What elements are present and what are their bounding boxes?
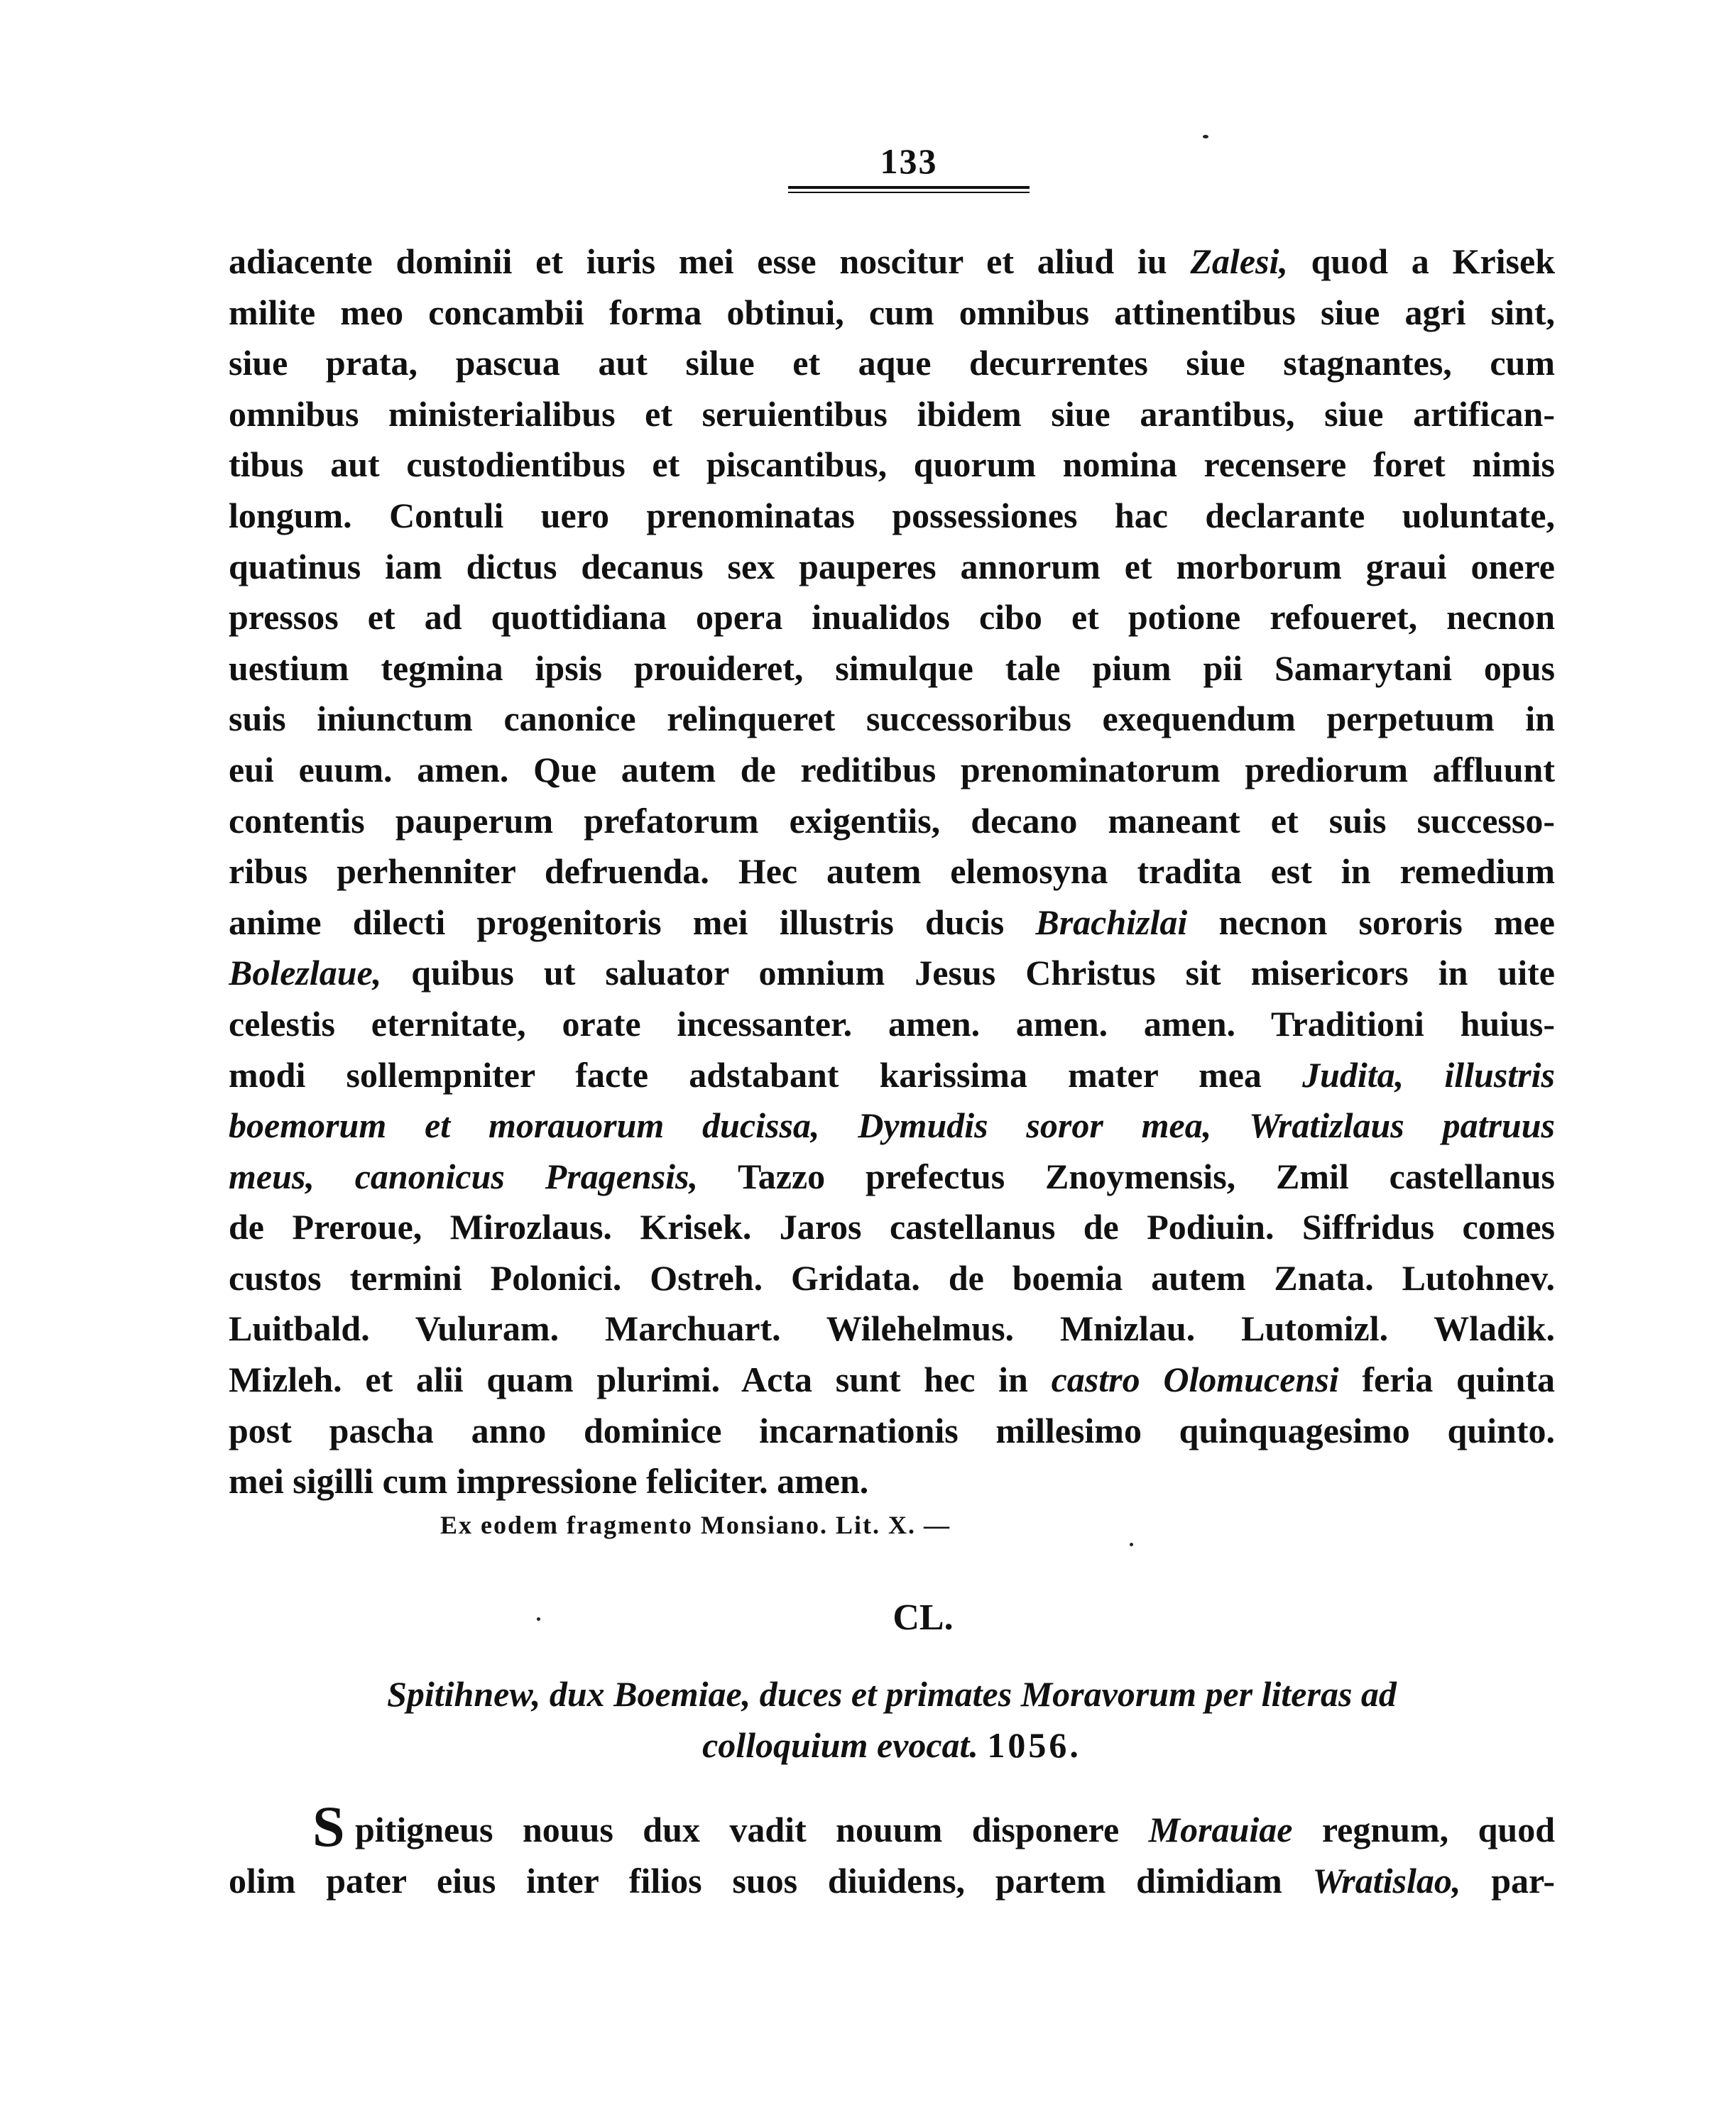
document-text-line-1: [229, 1805, 1555, 1856]
text-line: [229, 1050, 1555, 1101]
text-line-segment: tibus aut custodientibus et piscantibus, quorum nomina recensere foret nimis: [229, 444, 1555, 485]
text-line-segment: de Preroue, Mirozlaus. Krisek. Jaros castellanus de Podiuin. Siffridus comes: [229, 1207, 1555, 1247]
text-line-italic-segment: Zalesi,: [1190, 241, 1288, 281]
text-line: [229, 592, 1555, 643]
document-text-line-1-text: [314, 1810, 1555, 1849]
text-line: [229, 897, 1555, 949]
text-line: [229, 542, 1555, 593]
document-text-segment: regnum, quod: [1292, 1810, 1555, 1849]
text-line-segment: Mizleh. et alii quam plurimi. Acta sunt hec in: [229, 1360, 1052, 1400]
text-line-segment: necnon sororis mee: [1187, 902, 1555, 942]
text-line-segment: modi sollempniter facte adstabant karissima mater mea: [229, 1054, 1303, 1095]
text-line-segment: suis iniunctum canonice relinqueret successoribus exequendum perpetuum in: [229, 699, 1555, 739]
text-line-segment: omnibus ministerialibus et seruientibus ibidem siue arantibus, siue artifican-: [229, 393, 1555, 434]
document-title-line-2: [229, 1720, 1555, 1771]
text-line-segment: eui euum. amen. Que autem de reditibus prenominatorum prediorum affluunt: [229, 749, 1555, 789]
text-line-segment: post pascha anno dominice incarnationis millesimo quinquagesimo quinto.: [229, 1410, 1555, 1450]
document-title: [229, 1668, 1555, 1771]
text-line: [229, 846, 1555, 897]
text-line: [229, 338, 1555, 389]
text-line-segment: Luitbald. Vuluram. Marchuart. Wilehelmus. Mnizlau. Lutomizl. Wladik.: [229, 1308, 1555, 1349]
text-line-segment: pressos et ad quottidiana opera inualidos cibo et potione refoueret, necnon: [229, 597, 1555, 638]
text-line: [229, 694, 1555, 745]
document-text-italic-segment: Wratislao,: [1312, 1860, 1461, 1901]
text-line: [229, 948, 1555, 999]
text-line-italic-segment: Bolezlaue,: [229, 953, 382, 993]
text-line-italic-segment: castro Olomucensi: [1051, 1360, 1339, 1400]
document-year: 1056.: [987, 1725, 1081, 1765]
print-speck: [1203, 135, 1208, 138]
text-line: [229, 796, 1555, 847]
document-text-italic-segment: Morauiae: [1148, 1810, 1293, 1849]
text-line: [229, 1253, 1555, 1304]
drop-cap: S: [312, 1805, 345, 1856]
text-line: [229, 1202, 1555, 1253]
text-line-segment: quatinus iam dictus decanus sex pauperes annorum et morborum graui onere: [229, 546, 1555, 586]
header-rule: [788, 186, 1030, 193]
text-line-italic-segment: Judita, illustris: [1302, 1054, 1555, 1095]
text-line-segment: ribus perhenniter defruenda. Hec autem elemosyna tradita est in remedium: [229, 851, 1555, 892]
text-line-italic-segment: boemorum et morauorum ducissa, Dymudis soror mea, Wratizlaus patruus: [229, 1105, 1555, 1146]
text-line-segment: quod a Krisek: [1287, 241, 1555, 281]
text-line-segment: contentis pauperum prefatorum exigentiis, decano maneant et suis successo-: [229, 800, 1555, 841]
print-speck: [537, 1617, 540, 1621]
text-line-segment: quibus ut saluator omnium Jesus Christus sit misericors in uite: [381, 953, 1555, 993]
document-title-line-2-text: colloquium evocat.: [702, 1725, 978, 1765]
document-text-segment: par-: [1461, 1860, 1555, 1901]
text-line-italic-segment: Brachizlai: [1035, 902, 1188, 942]
document-text: [229, 1805, 1555, 1906]
text-line: [229, 1456, 1555, 1507]
document-number: CL.: [892, 1597, 954, 1638]
text-line: [229, 1100, 1555, 1152]
source-note: Ex eodem fragmento Monsiano. Lit. X. —: [440, 1511, 951, 1539]
text-line-segment: uestium tegmina ipsis prouideret, simulque tale pium pii Samarytani opus: [229, 647, 1555, 688]
text-line: [229, 439, 1555, 491]
text-line-italic-segment: meus, canonicus Pragensis,: [229, 1156, 699, 1196]
document-text-segment: pitigneus nouus dux vadit nouum disponere: [355, 1810, 1149, 1849]
text-line: [229, 389, 1555, 440]
text-line-segment: adiacente dominii et iuris mei esse noscitur et aliud iu: [229, 241, 1191, 281]
page-number: 133: [880, 141, 938, 181]
charter-text: [229, 236, 1555, 1507]
text-line-segment: mei sigilli cum impressione feliciter. amen.: [229, 1461, 869, 1502]
text-line: [229, 643, 1555, 694]
text-line-segment: feria quinta: [1338, 1360, 1555, 1400]
text-line-segment: Tazzo prefectus Znoymensis, Zmil castellanus: [698, 1156, 1555, 1196]
text-line: [229, 999, 1555, 1050]
document-text-segment: olim pater eius inter filios suos diuidens, partem dimidiam: [229, 1860, 1313, 1901]
document-title-line-1: Spitihnew, dux Boemiae, duces et primates Moravorum per literas ad: [387, 1674, 1397, 1714]
text-line-segment: milite meo concambii forma obtinui, cum omnibus attinentibus siue agri sint,: [229, 292, 1555, 332]
document-text-line-2: [229, 1856, 1555, 1907]
text-line-segment: custos termini Polonici. Ostreh. Gridata. de boemia autem Znata. Lutohnev.: [229, 1257, 1555, 1298]
text-line: [229, 236, 1555, 288]
text-line: [229, 1406, 1555, 1457]
text-line: [229, 1355, 1555, 1406]
text-line-segment: longum. Contuli uero prenominatas possessiones hac declarante uoluntate,: [229, 495, 1555, 535]
text-line: [229, 491, 1555, 542]
text-line: [229, 1304, 1555, 1355]
text-line-segment: anime dilecti progenitoris mei illustris ducis: [229, 902, 1036, 942]
text-line-segment: siue prata, pascua aut silue et aque decurrentes siue stagnantes, cum: [229, 343, 1555, 383]
text-line: [229, 288, 1555, 339]
print-speck: [1130, 1543, 1133, 1546]
text-line: [229, 1152, 1555, 1203]
text-line: [229, 745, 1555, 796]
text-line-segment: celestis eternitate, orate incessanter. amen. amen. amen. Traditioni huius-: [229, 1003, 1555, 1044]
